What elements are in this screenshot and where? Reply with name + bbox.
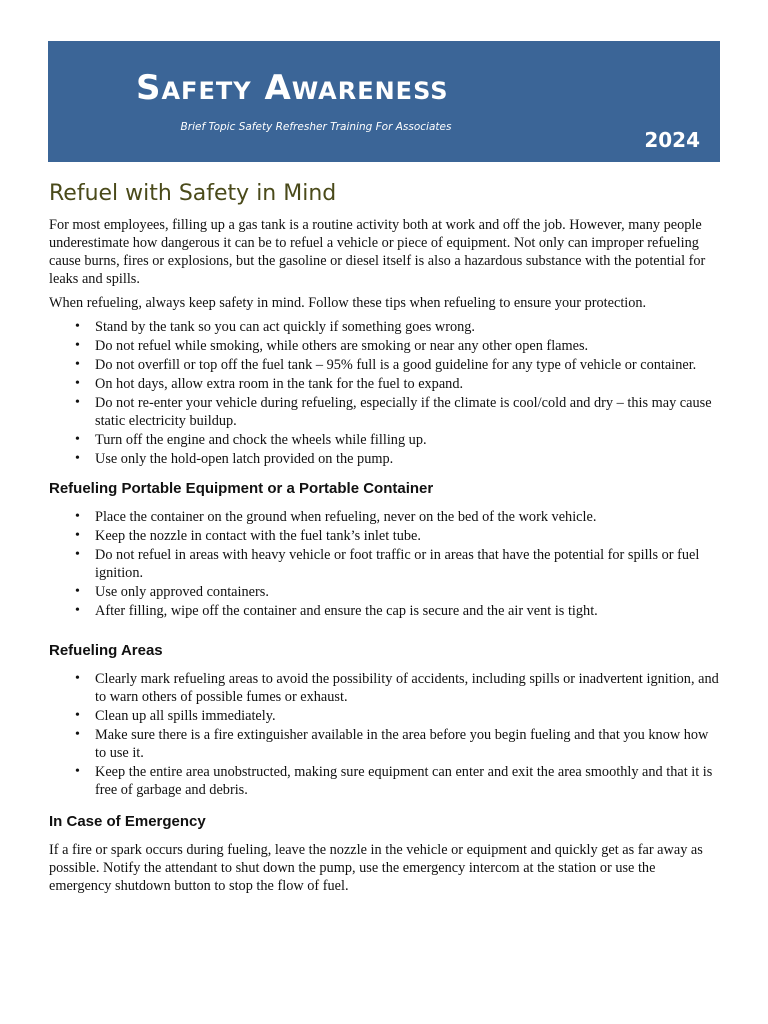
emergency-paragraph: If a fire or spark occurs during fueling, leave the nozzle in the vehicle or equipment and quickly get as far away as possible. Notify the attendant to shut down the pump, use the emergency intercom at the station or use the emergency shutdown button to stop the flow of fuel. [49,842,703,895]
list-item: • Use only approved containers. [95,583,719,601]
list-item: • Do not re-enter your vehicle during refueling, especially if the climate is cool/cold and dry – this may cause static electricity buildup. [95,394,719,430]
banner-subtitle: Brief Topic Safety Refresher Training For Associates [180,121,452,133]
header-banner [48,41,720,162]
list-item: • Stand by the tank so you can act quickly if something goes wrong. [95,318,719,336]
tips-list [49,318,719,468]
list-item: • Clearly mark refueling areas to avoid the possibility of accidents, including spills or inadvertent ignition, and to warn others of possible fumes or exhaust. [95,670,719,706]
list-item: • Clean up all spills immediately. [95,707,719,725]
section-heading-areas: Refueling Areas [49,642,163,660]
list-item: • Keep the nozzle in contact with the fuel tank’s inlet tube. [95,527,719,545]
list-item: • Turn off the engine and chock the wheels while filling up. [95,431,719,449]
intro-paragraph: When refueling, always keep safety in mind. Follow these tips when refueling to ensure your protection. [49,295,647,312]
section-heading-emergency: In Case of Emergency [49,813,206,831]
document-body [49,182,719,901]
list-item: • Do not refuel in areas with heavy vehicle or foot traffic or in areas that have the potential for spills or fuel ignition. [95,546,719,582]
areas-list [49,670,719,799]
list-item: • Do not refuel while smoking, while others are smoking or near any other open flames. [95,337,719,355]
banner-year: 2024 [644,128,700,152]
list-item: • After filling, wipe off the container and ensure the cap is secure and the air vent is tight. [95,602,719,620]
list-item: • Place the container on the ground when refueling, never on the bed of the work vehicle. [95,508,719,526]
list-item: • Do not overfill or top off the fuel tank – 95% full is a good guideline for any type of vehicle or container. [95,356,719,374]
portable-list [49,508,719,620]
list-item: • Use only the hold-open latch provided on the pump. [95,450,719,468]
section-heading-portable: Refueling Portable Equipment or a Portable Container [49,480,434,498]
banner-title: Safety Awareness [136,68,449,108]
list-item: • On hot days, allow extra room in the tank for the fuel to expand. [95,375,719,393]
list-item: • Make sure there is a fire extinguisher available in the area before you begin fueling and that you know how to use it. [95,726,719,762]
list-item: • Keep the entire area unobstructed, making sure equipment can enter and exit the area smoothly and that it is free of garbage and debris. [95,763,719,799]
document-title: Refuel with Safety in Mind [49,181,337,206]
intro-paragraph: For most employees, filling up a gas tank is a routine activity both at work and off the job. However, many people underestimate how dangerous it can be to refuel a vehicle or piece of equipment. Not only can improper refueling cause burns, fires or explosions, but the gasoline or diesel itself is also a hazardous substance with the potential for leaks and spills. [49,217,706,288]
